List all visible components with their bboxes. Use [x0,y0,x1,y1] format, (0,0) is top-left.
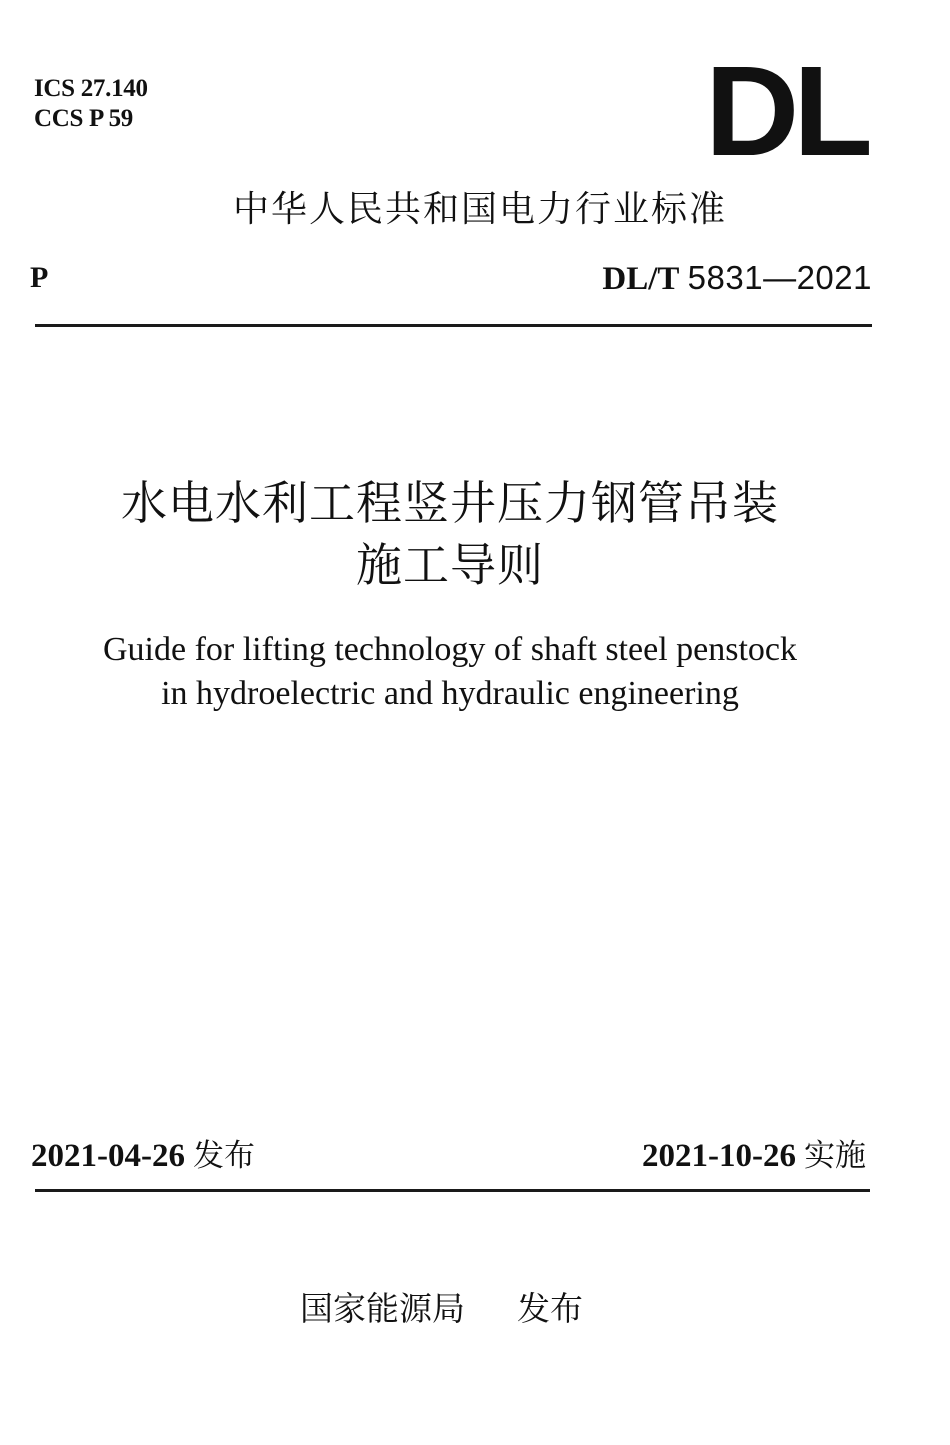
top-divider [35,324,872,327]
bottom-divider [35,1189,870,1192]
ccs-code: CCS P 59 [34,105,134,132]
publisher-block [300,1286,583,1332]
standard-category: 中华人民共和国电力行业标准 [232,189,727,230]
title-en-line2: in hydroelectric and hydraulic engineering [161,675,739,712]
effective-date: 2021-10-26 [642,1138,796,1174]
filing-mark: P [30,261,49,294]
issue-date-block [31,1134,255,1178]
title-cn-line2: 施工导则 [356,538,544,592]
title-cn-line1: 水电水利工程竖井压力钢管吊装 [121,476,779,530]
title-english [0,628,900,716]
publisher-name: 国家能源局 [300,1289,465,1328]
issue-label: 发布 [192,1138,255,1174]
standard-code [602,257,872,300]
issue-date: 2021-04-26 [31,1138,185,1174]
standard-code-prefix: DL/T [602,261,680,297]
effective-date-block [642,1134,866,1178]
title-chinese [0,472,900,596]
dl-logo: DL [705,40,867,183]
classification-codes [34,74,148,134]
title-en-line1: Guide for lifting technology of shaft steel penstock [103,631,797,668]
effective-label: 实施 [804,1138,866,1174]
standard-code-number: 5831—2021 [687,259,872,296]
publisher-action: 发布 [517,1289,583,1328]
ics-code: ICS 27.140 [34,75,148,102]
